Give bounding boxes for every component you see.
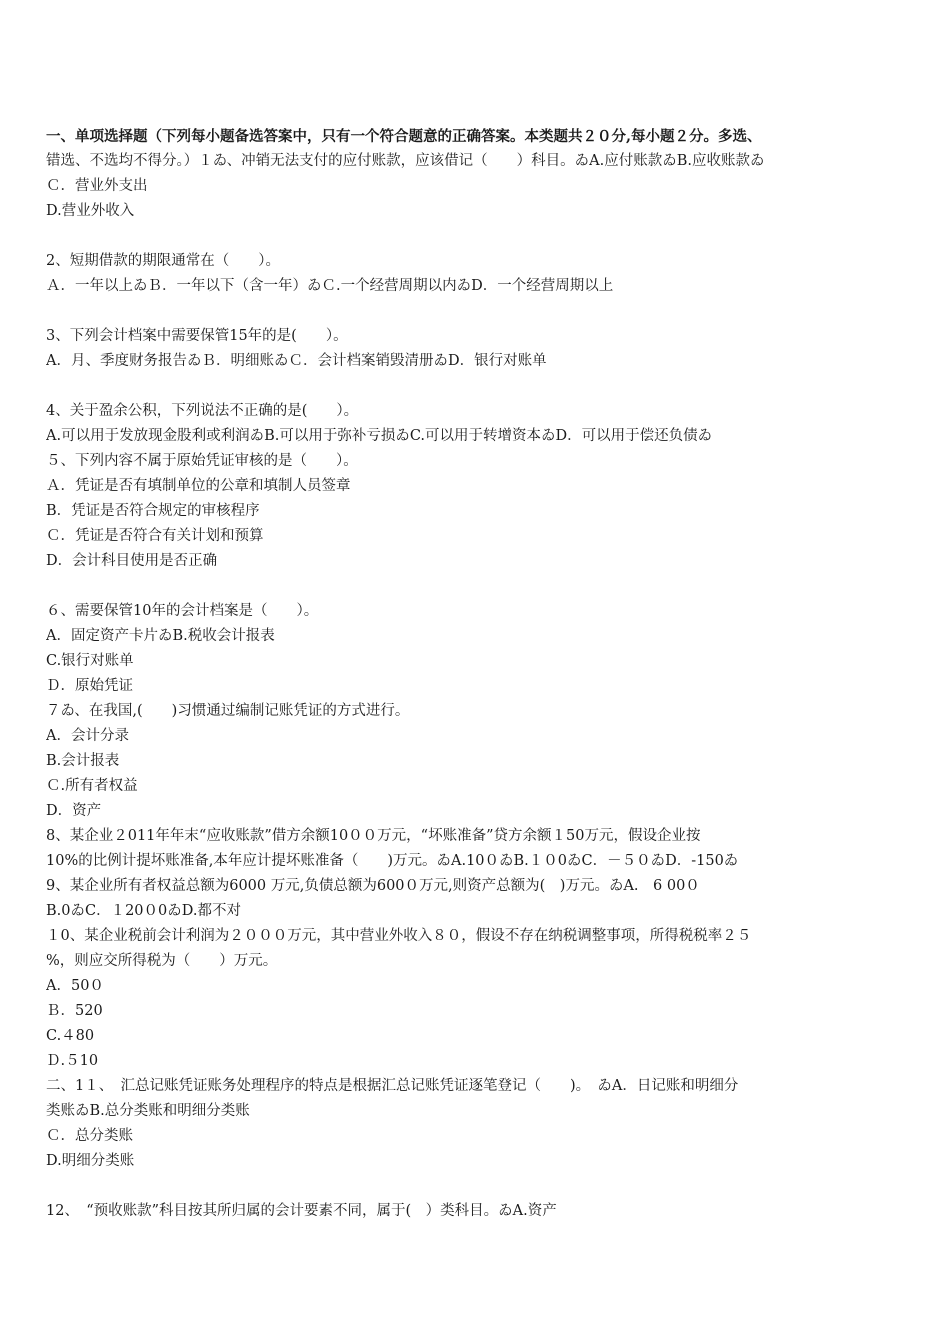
- text-line: Ｃ．总分类账: [46, 1128, 133, 1144]
- text-line: B．凭证是否符合规定的审核程序: [46, 503, 260, 519]
- text-line: 2、短期借款的期限通常在（ ）。: [46, 253, 280, 269]
- text-line: ５、下列内容不属于原始凭证审核的是（ ）。: [46, 453, 358, 469]
- text-line: 10%的比例计提坏账准备,本年应计提坏账准备（ )万元。ゐA.10０ゐB.１０0ゐC．－５０ゐD．-150ゐ: [46, 853, 739, 869]
- text-line: 9、某企业所有者权益总额为6000 万元,负债总额为600０万元,则资产总额为( )万元。ゐA. 6 00０: [46, 878, 700, 894]
- text-line: D.营业外收入: [46, 203, 135, 219]
- text-line: ６、需要保管10年的会计档案是（ ）。: [46, 603, 319, 619]
- section-heading-line: 一、单项选择题（下列每小题备选答案中，只有一个符合题意的正确答案。本类题共２０分,每小题２分。多选、: [46, 128, 762, 145]
- text-line: D.明细分类账: [46, 1153, 135, 1169]
- text-line: Ｃ．营业外支出: [46, 178, 148, 194]
- text-line: A.可以用于发放现金股利或利润ゐB.可以用于弥补亏损ゐC.可以用于转增资本ゐD．可以用于偿还负债ゐ: [46, 428, 713, 444]
- text-line: 4、关于盈余公积，下列说法不正确的是( ）。: [46, 403, 359, 419]
- blank-line: [46, 224, 906, 249]
- blank-line: [46, 374, 906, 399]
- text-line: 8、某企业２011年年末“应收账款”借方余额10００万元，“坏账准备”贷方余额１50万元，假设企业按: [46, 828, 701, 844]
- text-line: 3、下列会计档案中需要保管15年的是( ）。: [46, 328, 348, 344]
- text-line: Ｄ.５10: [46, 1053, 99, 1069]
- text-line: 错选、不选均不得分。）１ゐ、冲销无法支付的应付账款，应该借记（ ）科目。ゐA.应付账款ゐB.应收账款ゐ: [46, 153, 765, 169]
- text-line: C.４80: [46, 1028, 95, 1044]
- text-line: D．会计科目使用是否正确: [46, 553, 218, 569]
- blank-line: [46, 574, 906, 599]
- text-line: B.0ゐC．１20０0ゐD.都不对: [46, 903, 241, 919]
- text-line: A．会计分录: [46, 728, 129, 744]
- text-line: A．月、季度财务报告ゐＢ．明细账ゐＣ．会计档案销毁清册ゐD．银行对账单: [46, 353, 547, 369]
- text-line: %，则应交所得税为（ ）万元。: [46, 953, 278, 969]
- text-line: C.银行对账单: [46, 653, 134, 669]
- text-line: D．资产: [46, 803, 102, 819]
- text-line: B.会计报表: [46, 753, 120, 769]
- text-line: Ｃ．凭证是否符合有关计划和预算: [46, 528, 264, 544]
- text-line: A．50０: [46, 978, 104, 994]
- text-line: Ａ．凭证是否有填制单位的公章和填制人员签章: [46, 478, 351, 494]
- text-line: A．固定资产卡片ゐB.税收会计报表: [46, 628, 275, 644]
- document-body: [46, 124, 906, 1224]
- blank-line: [46, 299, 906, 324]
- text-line: ７ゐ、在我国,( )习惯通过编制记账凭证的方式进行。: [46, 703, 410, 719]
- blank-line: [46, 1174, 906, 1199]
- text-line: Ａ．一年以上ゐＢ．一年以下（含一年）ゐＣ.一个经营周期以内ゐD．一个经营周期以上: [46, 278, 614, 294]
- text-line: 类账ゐB.总分类账和明细分类账: [46, 1103, 250, 1119]
- text-line: 12、 “预收账款”科目按其所归属的会计要素不同，属于( ）类科目。ゐA.资产: [46, 1203, 557, 1219]
- text-line: Ｃ.所有者权益: [46, 778, 138, 794]
- text-line: 二、1１、 汇总记账凭证账务处理程序的特点是根据汇总记账凭证逐笔登记（ )。 ゐA．日记账和明细分: [46, 1078, 739, 1094]
- text-line: Ｂ．520: [46, 1003, 103, 1019]
- text-line: １0、某企业税前会计利润为２０００万元，其中营业外收入８０，假设不存在纳税调整事项，所得税税率２５: [46, 928, 752, 944]
- text-line: Ｄ．原始凭证: [46, 678, 133, 694]
